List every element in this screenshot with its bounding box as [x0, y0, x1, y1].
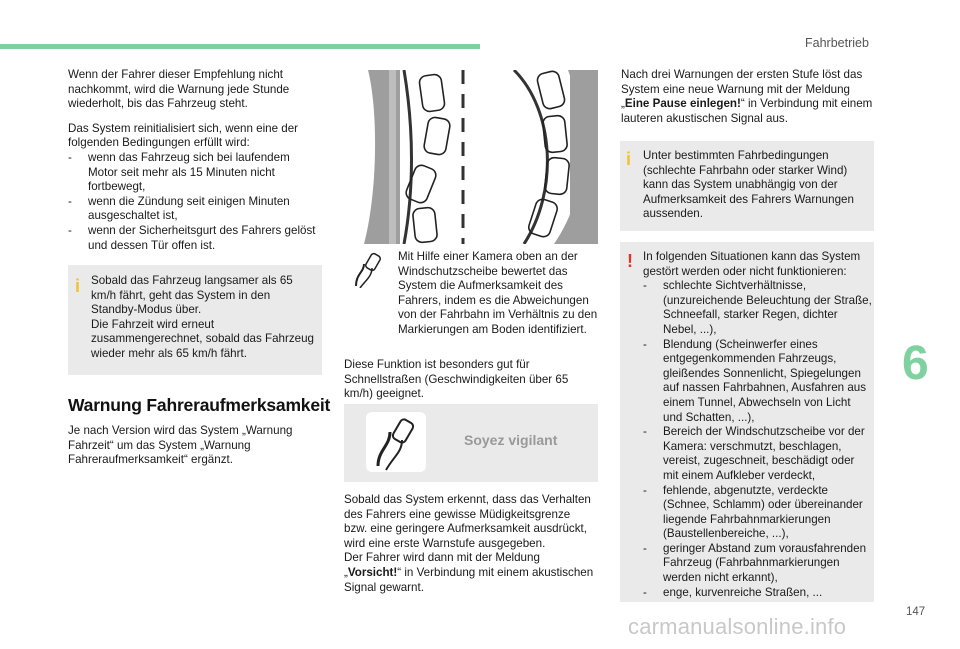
page-number: 147 — [906, 606, 926, 618]
list-item: - wenn die Zündung seit einigen Minuten ausgeschaltet ist, — [68, 194, 290, 223]
left-column — [68, 68, 318, 253]
warning-icon: ! — [627, 251, 633, 271]
list-item: - wenn das Fahrzeug sich bei laufendem Motor seit mehr als 15 Minuten nicht fortbewegt, — [68, 150, 290, 194]
info-icon: i — [626, 149, 632, 169]
display-message: Soyez vigilant — [464, 432, 558, 448]
list-item: - Bereich der Windschutzscheibe vor der Kamera: verschmutzt, beschlagen, vereist, zugeschneit, beschädigt oder mit einem Aufkleber verdeckt, — [643, 425, 865, 482]
road-illustration — [344, 70, 598, 244]
pause-keyword: Eine Pause einlegen! — [624, 97, 741, 111]
list-item: - Blendung (Scheinwerfer eines entgegenkommenden Fahrzeugs, gleißendes Sonnenlicht, Spiegelungen auf nassen Fahrbahnen, Ausfahren aus einem Tunnel, Abwechseln von Licht und Schatten, ...), — [643, 337, 867, 424]
camera-description: Mit Hilfe einer Kamera oben an der Windschutzscheibe bewertet das System die Aufmerksamkeit des Fahrers, indem es die Abweichungen von der Fahrbahn im Verhältnis zu den Markierungen am Boden identifiziert. — [398, 250, 598, 336]
list-item: - enge, kurvenreiche Straßen, ... — [643, 585, 823, 599]
chapter-number: 6 — [902, 337, 929, 390]
accent-bar — [0, 44, 480, 49]
watermark: carmanualsonline.info — [628, 614, 847, 639]
paragraph: Wenn der Fahrer dieser Empfehlung nicht nachkommt, wird die Warnung jede Stunde wiederholt, bis das Fahrzeug steht. — [68, 68, 290, 111]
list-item: - fehlende, abgenutzte, verdeckte (Schnee, Schlamm) oder übereinander liegende Fahrbahnmarkierungen (Baustellenbereiche, ...), — [643, 483, 863, 541]
warning-paragraph: Sobald das System erkennt, dass das Verhalten des Fahrers eine gewisse Müdigkeitsgrenze bzw. eine geringere Aufmerksamkeit ausdrückt, wird eine erste Warnstufe ausgegeben. Der Fahrer wird dann mit der Meldung „Vorsicht!“ in Verbindung mit einem akustischen Signal gewarnt. — [344, 493, 594, 594]
warning-intro: In folgenden Situationen kann das System gestört werden oder nicht funktionieren: — [643, 250, 861, 278]
paragraph: Nach drei Warnungen der ersten Stufe löst das System eine neue Warnung mit der Meldung „Eine Pause einlegen!“ in Verbindung mit einem lauteren akustischen Signal aus. — [621, 68, 873, 125]
info-box — [620, 141, 874, 231]
paragraph: Diese Funktion ist besonders gut für Schnellstraßen (Geschwindigkeiten über 65 km/h) geeignet. — [344, 358, 569, 401]
alert-icon-frame — [366, 412, 426, 472]
info-text: Die Fahrzeit wird erneut zusammengerechnet, sobald das Fahrzeug wieder mehr als 65 km/h fährt. — [91, 317, 314, 360]
warning-keyword: Vorsicht! — [347, 565, 398, 579]
paragraph: Je nach Version wird das System „Warnung Fahrzeit“ um das System „Warnung Fahreraufmerksamkeit“ ergänzt. — [68, 424, 293, 467]
condition-list — [68, 151, 318, 253]
info-text: Sobald das Fahrzeug langsamer als 65 km/h fährt, geht das System in den Standby-Modus über. — [91, 274, 293, 317]
lane-drift-icon — [366, 412, 426, 472]
display-screen — [344, 404, 598, 482]
list-item: - geringer Abstand zum vorausfahrenden Fahrzeug (Fahrbahnmarkierungen werden nicht erkannt), — [643, 541, 867, 585]
list-item: - schlechte Sichtverhältnisse, (unzureichende Beleuchtung der Straße, Schneefall, starker Regen, dichter Nebel, ...), — [643, 279, 872, 336]
info-text: Unter bestimmten Fahrbedingungen (schlechte Fahrbahn oder starker Wind) kann das System unabhängig von der Aufmerksamkeit des Fahrers Warnungen aussenden. — [643, 149, 854, 221]
info-icon: i — [75, 276, 81, 296]
lane-surface — [400, 70, 570, 244]
warning-box — [620, 242, 874, 602]
lane-drift-icon — [352, 252, 384, 288]
section-title: Fahrbetrieb — [805, 36, 869, 50]
info-box — [68, 265, 322, 375]
paragraph: Das System reinitialisiert sich, wenn eine der folgenden Bedingungen erfüllt wird: — [68, 121, 299, 150]
road-area — [389, 70, 396, 244]
list-item: - wenn der Sicherheitsgurt des Fahrers gelöst und dessen Tür offen ist. — [68, 223, 316, 252]
section-heading: Warnung Fahreraufmerksamkeit — [68, 395, 331, 415]
